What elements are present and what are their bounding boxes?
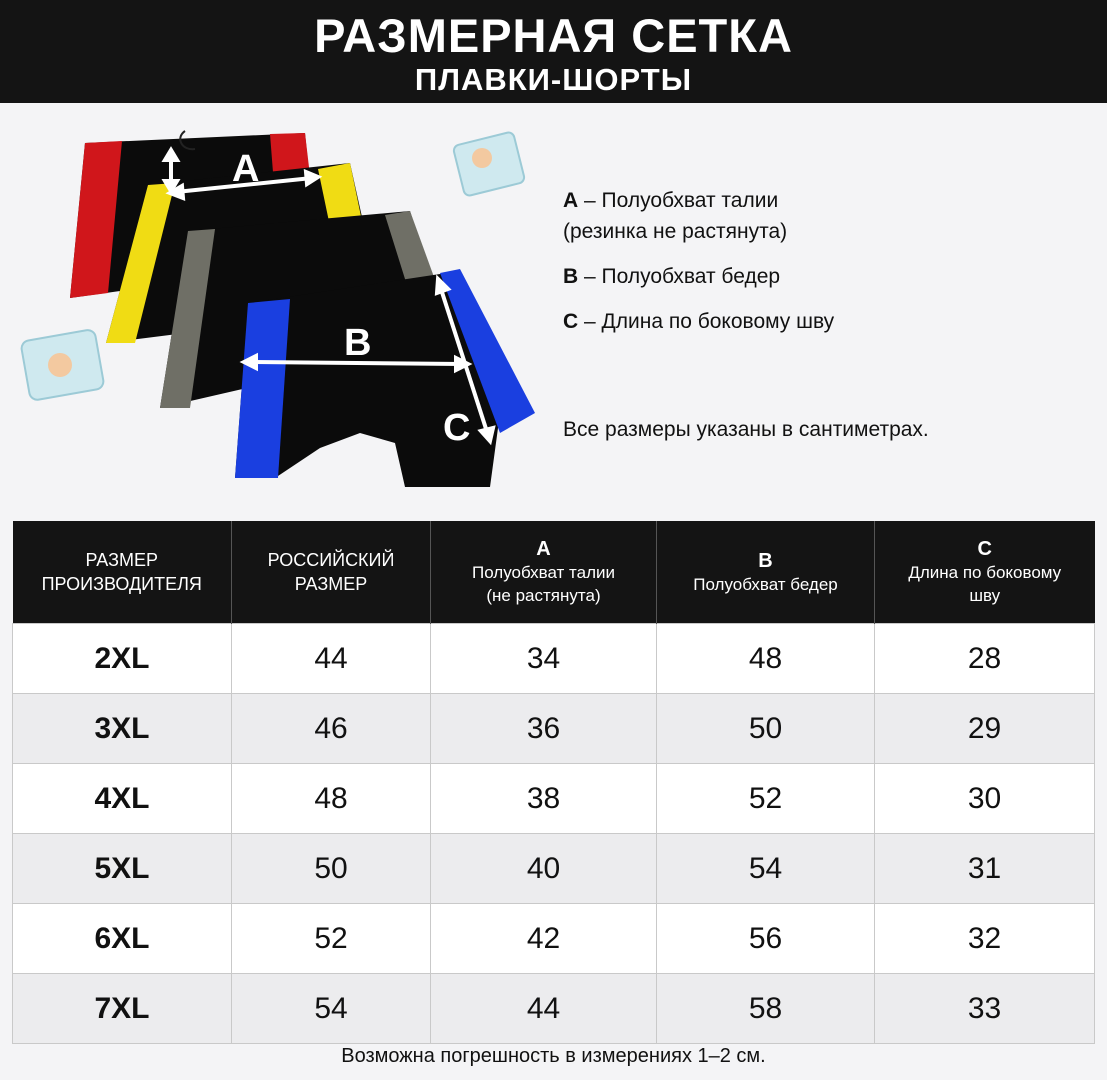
table-row <box>13 834 1095 904</box>
measurement-tolerance-note: Возможна погрешность в измерениях 1–2 см. <box>341 1045 766 1067</box>
cell-russian-size: 46 <box>232 694 431 764</box>
cell-russian-size: 50 <box>232 834 431 904</box>
table-row <box>13 764 1095 834</box>
legend-text-c: – Длина по боковому шву <box>578 310 835 333</box>
cell-maker-size: 4XL <box>13 764 232 834</box>
header-russian-size <box>232 521 431 624</box>
cell-side-length: 31 <box>875 834 1095 904</box>
cell-side-length: 32 <box>875 904 1095 974</box>
cell-side-length: 33 <box>875 974 1095 1044</box>
cell-maker-size: 2XL <box>13 624 232 694</box>
cell-maker-size: 5XL <box>13 834 232 904</box>
header-maker-l2: ПРОИЗВОДИТЕЛЯ <box>41 574 202 594</box>
table-row <box>13 624 1095 694</box>
cell-russian-size: 48 <box>232 764 431 834</box>
header-maker-size <box>13 521 232 624</box>
header-hips <box>657 521 875 624</box>
label-b: B <box>344 322 372 364</box>
header-ru-l2: РАЗМЕР <box>294 574 368 594</box>
cell-waist: 44 <box>431 974 657 1044</box>
legend-key-b: B <box>563 265 579 288</box>
header-b-letter: B <box>758 549 773 572</box>
cell-waist: 38 <box>431 764 657 834</box>
table-header-row <box>13 521 1095 624</box>
cell-hips: 48 <box>657 624 875 694</box>
label-c: C <box>443 407 471 449</box>
cell-waist: 34 <box>431 624 657 694</box>
header-c-l2: шву <box>969 586 1001 605</box>
legend-text-a-note: (резинка не растянута) <box>563 220 788 243</box>
legend-item-c <box>563 306 1083 337</box>
size-table <box>12 521 1095 1044</box>
table-row <box>13 694 1095 764</box>
legend-item-a <box>563 185 1083 216</box>
cell-hips: 50 <box>657 694 875 764</box>
legend-text-a: – Полуобхват талии <box>578 189 779 212</box>
cell-hips: 54 <box>657 834 875 904</box>
cell-maker-size: 3XL <box>13 694 232 764</box>
label-a: A <box>232 148 260 190</box>
cell-hips: 56 <box>657 904 875 974</box>
cell-russian-size: 54 <box>232 974 431 1044</box>
measurement-legend <box>563 185 1083 441</box>
cell-side-length: 28 <box>875 624 1095 694</box>
cell-hips: 58 <box>657 974 875 1044</box>
cell-waist: 42 <box>431 904 657 974</box>
toy-top-right <box>453 131 526 196</box>
page-subtitle: ПЛАВКИ-ШОРТЫ <box>414 62 693 97</box>
header-b-l1: Полуобхват бедер <box>693 574 838 594</box>
product-photo <box>0 103 560 520</box>
legend-key-a: A <box>563 189 579 212</box>
header-banner <box>0 0 1107 103</box>
cell-maker-size: 6XL <box>13 904 232 974</box>
cell-russian-size: 44 <box>232 624 431 694</box>
toy-left <box>20 329 104 401</box>
page-title: РАЗМЕРНАЯ СЕТКА <box>314 9 793 62</box>
cell-waist: 36 <box>431 694 657 764</box>
cell-side-length: 29 <box>875 694 1095 764</box>
header-a-l1: Полуобхват талии <box>471 563 616 582</box>
header-ru-l1: РОССИЙСКИЙ <box>267 550 395 570</box>
units-note: Все размеры указаны в сантиметрах. <box>563 418 929 441</box>
header-c-l1: Длина по боковому <box>908 563 1062 582</box>
header-side-length <box>875 521 1095 624</box>
header-waist <box>431 521 657 624</box>
header-a-l2: (не растянута) <box>486 586 601 605</box>
header-a-letter: A <box>536 538 551 560</box>
cell-maker-size: 7XL <box>13 974 232 1044</box>
cell-russian-size: 52 <box>232 904 431 974</box>
legend-item-b <box>563 261 1083 292</box>
legend-key-c: C <box>563 310 579 333</box>
table-row <box>13 904 1095 974</box>
legend-text-b: – Полуобхват бедер <box>578 265 781 288</box>
cell-side-length: 30 <box>875 764 1095 834</box>
legend-item-a-note <box>563 216 1083 247</box>
cell-waist: 40 <box>431 834 657 904</box>
header-maker-l1: РАЗМЕР <box>85 550 158 570</box>
cell-hips: 52 <box>657 764 875 834</box>
table-row <box>13 974 1095 1044</box>
header-c-letter: C <box>977 538 992 560</box>
shorts-blue <box>235 269 535 487</box>
